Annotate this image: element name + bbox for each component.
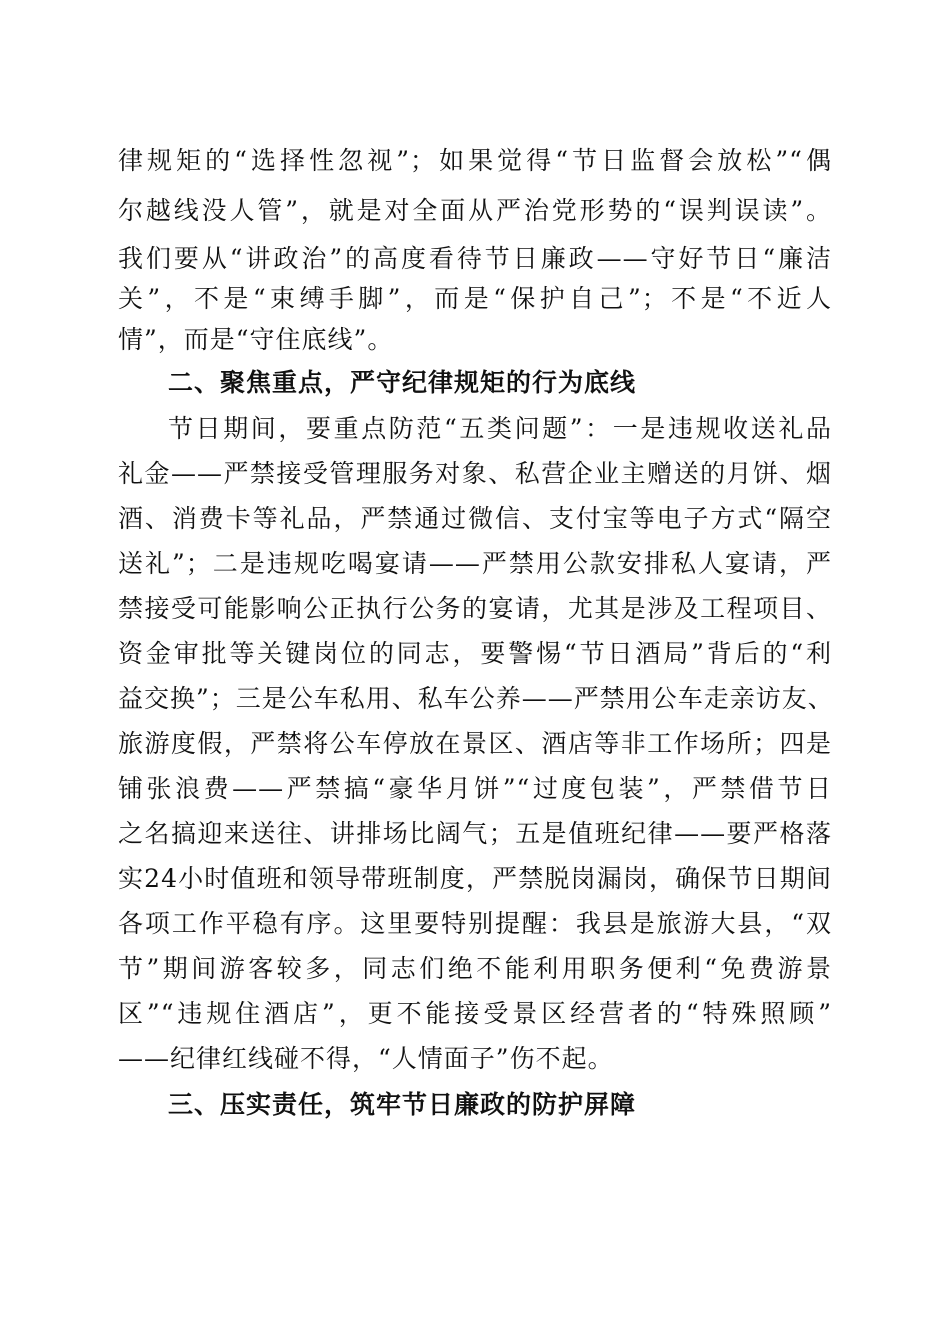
section-2-line-7: 益交换”；三是公车私用、私车公养——严禁用公车走亲访友、 (118, 684, 834, 713)
section-2-line-13: 节”期间游客较多，同志们绝不能利用职务便利“免费游景 (118, 954, 832, 983)
section-2-line-14: 区”“违规住酒店”，更不能接受景区经营者的“特殊照顾” (118, 999, 832, 1028)
section-2-line-6: 资金审批等关键岗位的同志，要警惕“节日酒局”背后的“利 (118, 639, 832, 668)
section-2-line-11: 实24小时值班和领导带班制度，严禁脱岗漏岗，确保节日期间 (118, 864, 832, 893)
section-2-line-3: 酒、消费卡等礼品，严禁通过微信、支付宝等电子方式“隔空 (118, 504, 832, 533)
section-2-line-5: 禁接受可能影响公正执行公务的宴请，尤其是涉及工程项目、 (118, 594, 832, 623)
paragraph-1-line-5: 情”，而是“守住底线”。 (118, 325, 394, 354)
paragraph-1-line-2: 尔越线没人管”，就是对全面从严治党形势的“误判误读”。 (118, 196, 832, 225)
section-2-line-9: 铺张浪费——严禁搞“豪华月饼”“过度包装”，严禁借节日 (118, 774, 832, 803)
section-2-line-10: 之名搞迎来送往、讲排场比阔气；五是值班纪律——要严格落 (118, 819, 832, 848)
paragraph-1-line-3: 我们要从“讲政治”的高度看待节日廉政——守好节日“廉洁 (118, 244, 832, 273)
section-2-line-1: 节日期间，要重点防范“五类问题”：一是违规收送礼品 (168, 414, 832, 443)
section-2-line-12: 各项工作平稳有序。这里要特别提醒：我县是旅游大县，“双 (118, 909, 832, 938)
paragraph-1-line-4: 关”，不是“束缚手脚”，而是“保护自己”；不是“不近人 (118, 284, 832, 313)
section-2-line-4: 送礼”；二是违规吃喝宴请——严禁用公款安排私人宴请，严 (118, 549, 832, 578)
paragraph-1-line-1: 律规矩的“选择性忽视”；如果觉得“节日监督会放松”“偶 (118, 146, 832, 175)
section-3-heading: 三、压实责任，筑牢节日廉政的防护屏障 (168, 1090, 637, 1119)
section-2-heading: 二、聚焦重点，严守纪律规矩的行为底线 (168, 368, 637, 397)
section-2-line-15: ——纪律红线碰不得，“人情面子”伤不起。 (118, 1044, 614, 1073)
section-2-line-8: 旅游度假，严禁将公车停放在景区、酒店等非工作场所；四是 (118, 729, 832, 758)
section-2-line-2: 礼金——严禁接受管理服务对象、私营企业主赠送的月饼、烟 (118, 459, 832, 488)
